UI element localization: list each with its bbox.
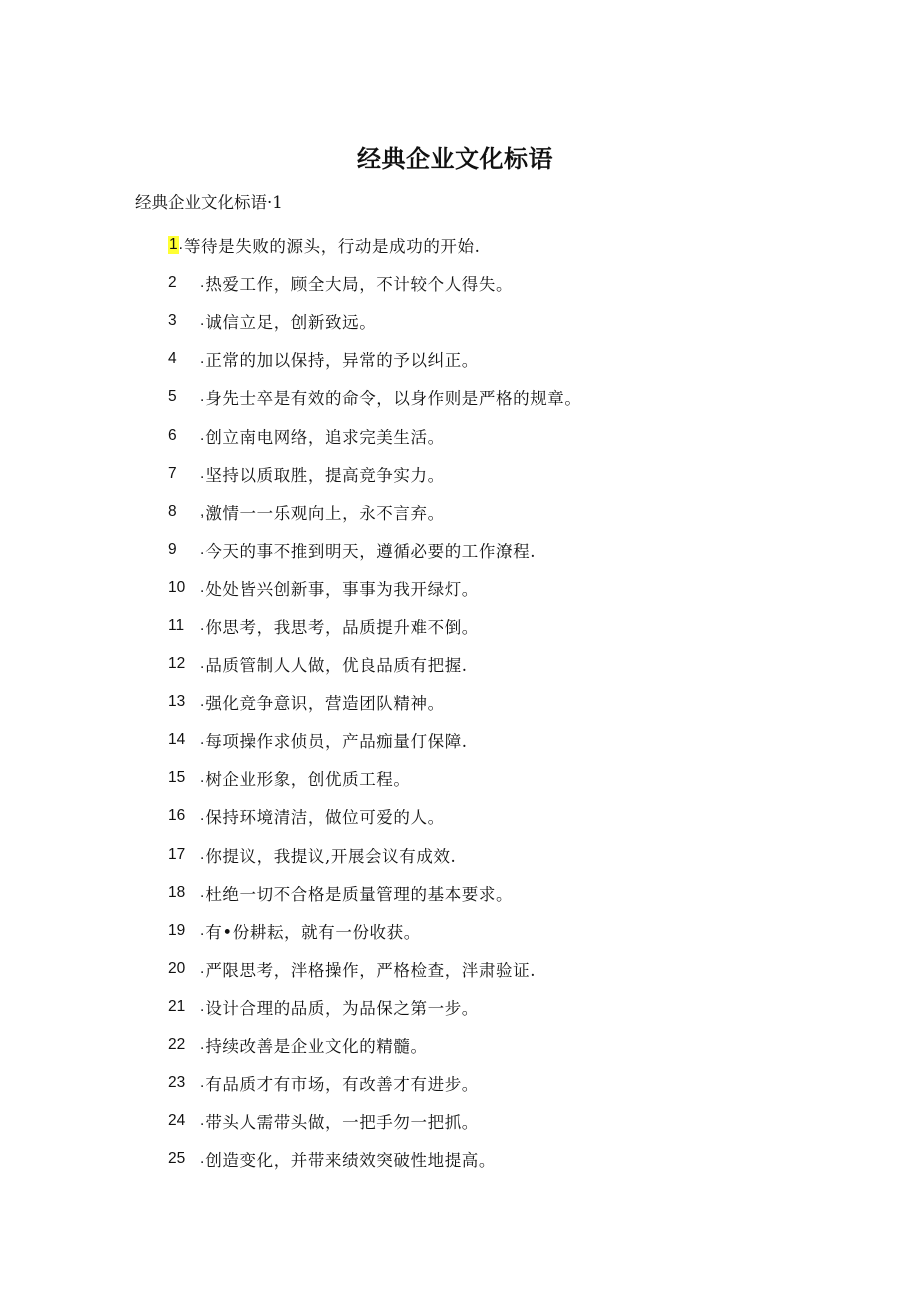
list-item-number: 21 — [168, 997, 186, 1015]
list-item — [168, 721, 868, 759]
list-item-text: 杜绝一切不合格是质量管理的基本要求。 — [205, 884, 514, 904]
list-item-separator: . — [200, 845, 205, 863]
list-item-separator: . — [200, 731, 205, 749]
list-item-separator: . — [200, 807, 205, 825]
list-item-number: 15 — [168, 769, 186, 787]
list-item-number: 24 — [168, 1112, 186, 1130]
list-item-separator: . — [200, 426, 205, 444]
list-item — [168, 264, 868, 302]
list-item-text: 带头人需带头做，一把手勿一把抓。 — [205, 1113, 479, 1133]
list-item-separator: . — [200, 883, 205, 901]
list-item — [168, 988, 868, 1026]
list-item-number: 5 — [168, 388, 177, 406]
list-item — [168, 607, 868, 645]
list-item — [168, 950, 868, 988]
list-item-number: 10 — [168, 578, 186, 596]
list-item-separator: . — [178, 236, 183, 254]
list-item-number: 22 — [168, 1036, 186, 1054]
list-item-text: 你思考，我思考，品质提升难不倒。 — [205, 617, 479, 637]
list-item-text: 每项操作求侦员，产品痂量仃保障. — [205, 732, 468, 752]
list-item-text: 品质管制人人做，优良品质有把握. — [205, 656, 468, 676]
list-item — [168, 836, 868, 874]
list-item-text: 有•份耕耘，就有一份收获。 — [205, 922, 421, 942]
list-item-text: 保持环境清洁，做位可爱的人。 — [205, 808, 445, 828]
list-item-separator: . — [200, 921, 205, 939]
list-item-number: 17 — [168, 845, 186, 863]
list-item — [168, 1140, 868, 1178]
list-item — [168, 531, 868, 569]
list-item-separator: . — [200, 655, 205, 673]
list-item-separator: . — [200, 616, 205, 634]
list-item-number: 2 — [168, 274, 177, 292]
list-item-separator: . — [200, 1150, 205, 1168]
list-item — [168, 1026, 868, 1064]
list-item-number: 1 — [169, 236, 178, 254]
list-item-text: 身先士卒是有效的命令，以身作则是严格的规章。 — [205, 389, 582, 409]
section-heading: 经典企业文化标语·1 — [135, 193, 283, 212]
list-item-separator: . — [200, 693, 205, 711]
list-item-number: 23 — [168, 1074, 186, 1092]
list-item-number: 8 — [168, 502, 177, 520]
list-item-text: 严限思考，泮格操作，严格检查，泮肃验证. — [205, 960, 537, 980]
list-item-number: 14 — [168, 731, 186, 749]
slogan-list — [168, 226, 868, 1178]
list-item-number: 7 — [168, 464, 177, 482]
list-item-number: 9 — [168, 540, 177, 558]
list-item-separator: , — [200, 502, 205, 520]
list-item — [168, 340, 868, 378]
list-item-text: 有品质才有市场，有改善才有进步。 — [205, 1075, 479, 1095]
list-item-number: 20 — [168, 959, 186, 977]
list-item — [168, 874, 868, 912]
list-item — [168, 569, 868, 607]
list-item-separator: . — [200, 1112, 205, 1130]
list-item-text: 诚信立足，创新致远。 — [205, 313, 377, 333]
list-item-number: 12 — [168, 655, 186, 673]
list-item-text: 强化竞争意识，营造团队精神。 — [205, 694, 445, 714]
list-item — [168, 912, 868, 950]
list-item-number: 4 — [168, 350, 177, 368]
list-item-text: 今天的事不推到明天，遵循必要的工作潦程. — [205, 541, 537, 561]
list-item — [168, 378, 868, 416]
list-item-number: 16 — [168, 807, 186, 825]
list-item-text: 热爱工作，顾全大局，不计较个人得失。 — [205, 275, 514, 295]
list-item-number: 6 — [168, 426, 177, 444]
list-item — [168, 1064, 868, 1102]
list-item — [168, 683, 868, 721]
list-item-text: 等待是失败的源头，行动是成功的开始. — [183, 237, 481, 257]
list-item-separator: . — [200, 312, 205, 330]
list-item-number: 25 — [168, 1150, 186, 1168]
list-item — [168, 1102, 868, 1140]
list-item-separator: . — [200, 274, 205, 292]
list-item-separator: . — [200, 578, 205, 596]
list-item-separator: . — [200, 464, 205, 482]
list-item — [168, 302, 868, 340]
list-item — [168, 226, 868, 264]
list-item-text: 设计合理的品质，为品保之第一步。 — [205, 998, 479, 1018]
list-item-number: 11 — [168, 616, 185, 634]
list-item-number: 3 — [168, 312, 177, 330]
list-item — [168, 645, 868, 683]
list-item-separator: . — [200, 388, 205, 406]
list-item — [168, 455, 868, 493]
list-item-text: 坚持以质取胜，提高竞争实力。 — [205, 465, 445, 485]
list-item-text: 创立南电网络，追求完美生活。 — [205, 427, 445, 447]
list-item-separator: . — [200, 959, 205, 977]
list-item-text: 正常的加以保持，异常的予以纠正。 — [205, 351, 479, 371]
list-item-number: 19 — [168, 921, 186, 939]
list-item-text: 你提议，我提议,开展会议有成效. — [205, 846, 457, 866]
list-item — [168, 759, 868, 797]
list-item-text: 持续改善是企业文化的精髓。 — [205, 1037, 428, 1057]
list-item-separator: . — [200, 350, 205, 368]
document-title: 经典企业文化标语 — [357, 145, 553, 173]
list-item-text: 激情一一乐观向上，永不言弃。 — [205, 503, 445, 523]
list-item-separator: . — [200, 997, 205, 1015]
list-item-separator: . — [200, 1036, 205, 1054]
list-item-separator: . — [200, 1074, 205, 1092]
list-item-text: 树企业形象，创优质工程。 — [205, 770, 411, 790]
list-item-text: 处处皆兴创新事，事事为我开绿灯。 — [205, 579, 479, 599]
list-item-text: 创造变化，并带来绩效突破性地提高。 — [205, 1151, 497, 1171]
list-item — [168, 416, 868, 454]
list-item-separator: . — [200, 540, 205, 558]
list-item-number: 18 — [168, 883, 186, 901]
list-item-number: 13 — [168, 693, 186, 711]
list-item — [168, 493, 868, 531]
list-item-separator: . — [200, 769, 205, 787]
list-item — [168, 797, 868, 835]
